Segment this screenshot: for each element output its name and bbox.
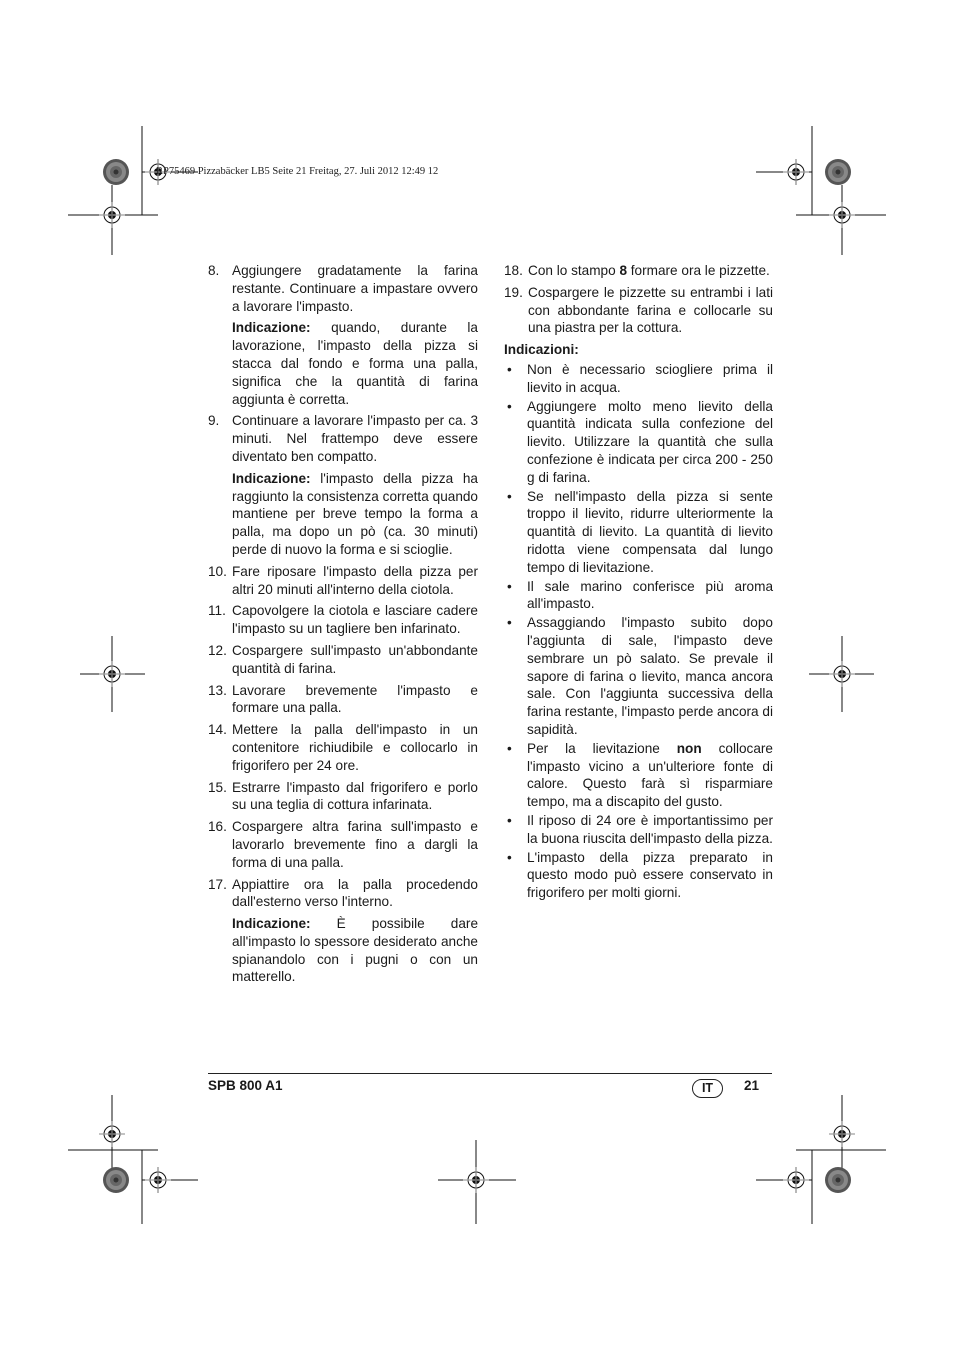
- step-text: Cospargere le pizzette su entrambi i lati con abbondante farina e collocarle su una piastra per la cottura.: [528, 284, 773, 336]
- bullet-text: Non è necessario sciogliere prima il lievito in acqua.: [527, 361, 773, 395]
- bullet-icon: •: [507, 361, 512, 377]
- bullet-item: [504, 398, 773, 487]
- bullet-icon: •: [507, 488, 512, 504]
- step-text: Cospargere sull'impasto un'abbondante quantità di farina.: [232, 642, 478, 676]
- note-step-8: [208, 319, 478, 408]
- bullet-item: [504, 812, 773, 848]
- page-number: 21: [744, 1078, 760, 1093]
- step-text: Fare riposare l'impasto della pizza per altri 20 minuti all'interno della ciotola.: [232, 563, 478, 597]
- step-13: [208, 682, 478, 718]
- step-17: [208, 876, 478, 912]
- left-column: [208, 262, 478, 990]
- step-text: Lavorare brevemente l'impasto e formare una palla.: [232, 682, 478, 716]
- step-text-rest: formare ora le pizzette.: [627, 263, 770, 278]
- bullet-text: Aggiungere molto meno lievito della quantità indicata sulla confezione del lievito. Utilizzare la quantità che sulla confezione è indicata per circa 200 - 250 g di farina.: [527, 398, 773, 485]
- note-text: l'impasto della pizza ha raggiunto la consistenza corretta quando mantiene per breve tempo la forma a palla, ma dopo un pò (ca. 30 minuti) perde di nuovo la forma e si scioglie.: [232, 470, 478, 557]
- step-number: 18.: [504, 263, 523, 278]
- step-number: 10.: [208, 563, 227, 579]
- bullet-item: [504, 488, 773, 577]
- step-number: 8.: [208, 263, 220, 278]
- bullet-icon: •: [507, 740, 512, 756]
- step-text: Aggiungere gradatamente la farina restante. Continuare a impastare ovvero a lavorare l'impasto.: [232, 263, 478, 314]
- bullet-item: [504, 361, 773, 397]
- step-number: 9.: [208, 413, 220, 429]
- bullet-text: Il riposo di 24 ore è importantissimo per la buona riuscita dell'impasto della pizza.: [527, 812, 773, 846]
- step-text: Mettere la palla dell'impasto in un contenitore richiudibile e collocarlo in frigorifero per 24 ore.: [232, 722, 478, 773]
- step-number: 16.: [208, 819, 227, 835]
- bullet-icon: •: [507, 849, 512, 865]
- notes-heading: Indicazioni:: [504, 342, 579, 358]
- note-label: Indicazione:: [232, 916, 311, 932]
- bullet-item: [504, 849, 773, 902]
- step-12: [208, 642, 478, 678]
- step-16: [208, 818, 478, 871]
- step-text: Capovolgere la ciotola e lasciare cadere l'impasto su un tagliere ben infarinato.: [232, 603, 478, 637]
- note-label: Indicazione:: [232, 320, 311, 336]
- language-badge: IT: [692, 1079, 723, 1098]
- note-text: quando, durante la lavorazione, l'impasto della pizza si stacca dal fondo e forma una palla, significa che la quantità di farina aggiunta è corretta.: [232, 320, 478, 407]
- step-number: 19.: [504, 284, 523, 300]
- footer-rule: [208, 1073, 772, 1074]
- bullet-icon: •: [507, 398, 512, 414]
- step-number: 12.: [208, 642, 227, 658]
- bullet-text-rest: collocare l'impasto vicino a un'ulteriore fonte di calore. Questo farà sì risparmiare tempo, ma a discapito del gusto.: [527, 740, 773, 810]
- step-8: [208, 262, 478, 315]
- step-text: Estrarre l'impasto dal frigorifero e porlo su una teglia di cottura infarinata.: [232, 779, 478, 813]
- note-step-9: [208, 470, 478, 559]
- bullet-item: [504, 740, 773, 811]
- step-10: [208, 563, 478, 599]
- step-text: Continuare a lavorare l'impasto per ca. 3 minuti. Nel frattempo deve essere diventato ben compatto.: [232, 413, 478, 464]
- bullet-text: Il sale marino conferisce più aroma all'impasto.: [527, 578, 773, 612]
- step-14: [208, 721, 478, 774]
- step-number: 11.: [208, 603, 226, 619]
- step-9: [208, 412, 478, 465]
- step-number: 14.: [208, 722, 227, 738]
- right-column: [504, 262, 773, 903]
- step-number: 13.: [208, 682, 227, 698]
- bullet-icon: •: [507, 578, 512, 594]
- bullet-icon: •: [507, 615, 512, 631]
- step-18: [504, 262, 773, 280]
- part-number: 8: [619, 263, 627, 278]
- bullet-text: L'impasto della pizza preparato in questo modo può essere conservato in frigorifero per molti giorni.: [527, 849, 773, 901]
- bullet-item: [504, 578, 773, 614]
- step-15: [208, 779, 478, 815]
- note-label: Indicazione:: [232, 470, 311, 486]
- footer-model-name: SPB 800 A1: [208, 1078, 283, 1093]
- step-text: Con lo stampo: [528, 263, 620, 278]
- step-number: 17.: [208, 876, 227, 892]
- step-19: [504, 284, 773, 337]
- step-text: Appiattire ora la palla procedendo dall'esterno verso l'interno.: [232, 876, 478, 910]
- note-text: È possibile dare all'impasto lo spessore desiderato anche spianandolo con i pugni o con un matterello.: [232, 916, 478, 985]
- bullet-text: Assaggiando l'impasto subito dopo l'aggiunta di sale, l'impasto deve sembrare un pò salato. Se prevale il sapore di farina o lievito, manca ancora sale. Con l'aggiunta successiva della farina restante, l'impasto perde ancora di sapidità.: [527, 615, 773, 737]
- print-slug-header: RP75469 Pizzabäcker LB5 Seite 21 Freitag, 27. Juli 2012 12:49 12: [156, 166, 439, 177]
- step-text: Cospargere altra farina sull'impasto e lavorarlo brevemente fino a dargli la forma di una palla.: [232, 819, 478, 870]
- bullet-text: Se nell'impasto della pizza si sente troppo il lievito, ridurre ulteriormente la quantità di lievito. La quantità di lievito ridotta viene compensata dal lungo tempo di lievitazione.: [527, 488, 773, 575]
- step-11: [208, 602, 478, 638]
- note-step-17: [208, 915, 478, 986]
- step-number: 15.: [208, 779, 227, 795]
- bullet-icon: •: [507, 812, 512, 828]
- bullet-text: Per la lievitazione: [527, 740, 677, 756]
- bullet-emphasis: non: [676, 740, 702, 756]
- bullet-item: [504, 614, 773, 739]
